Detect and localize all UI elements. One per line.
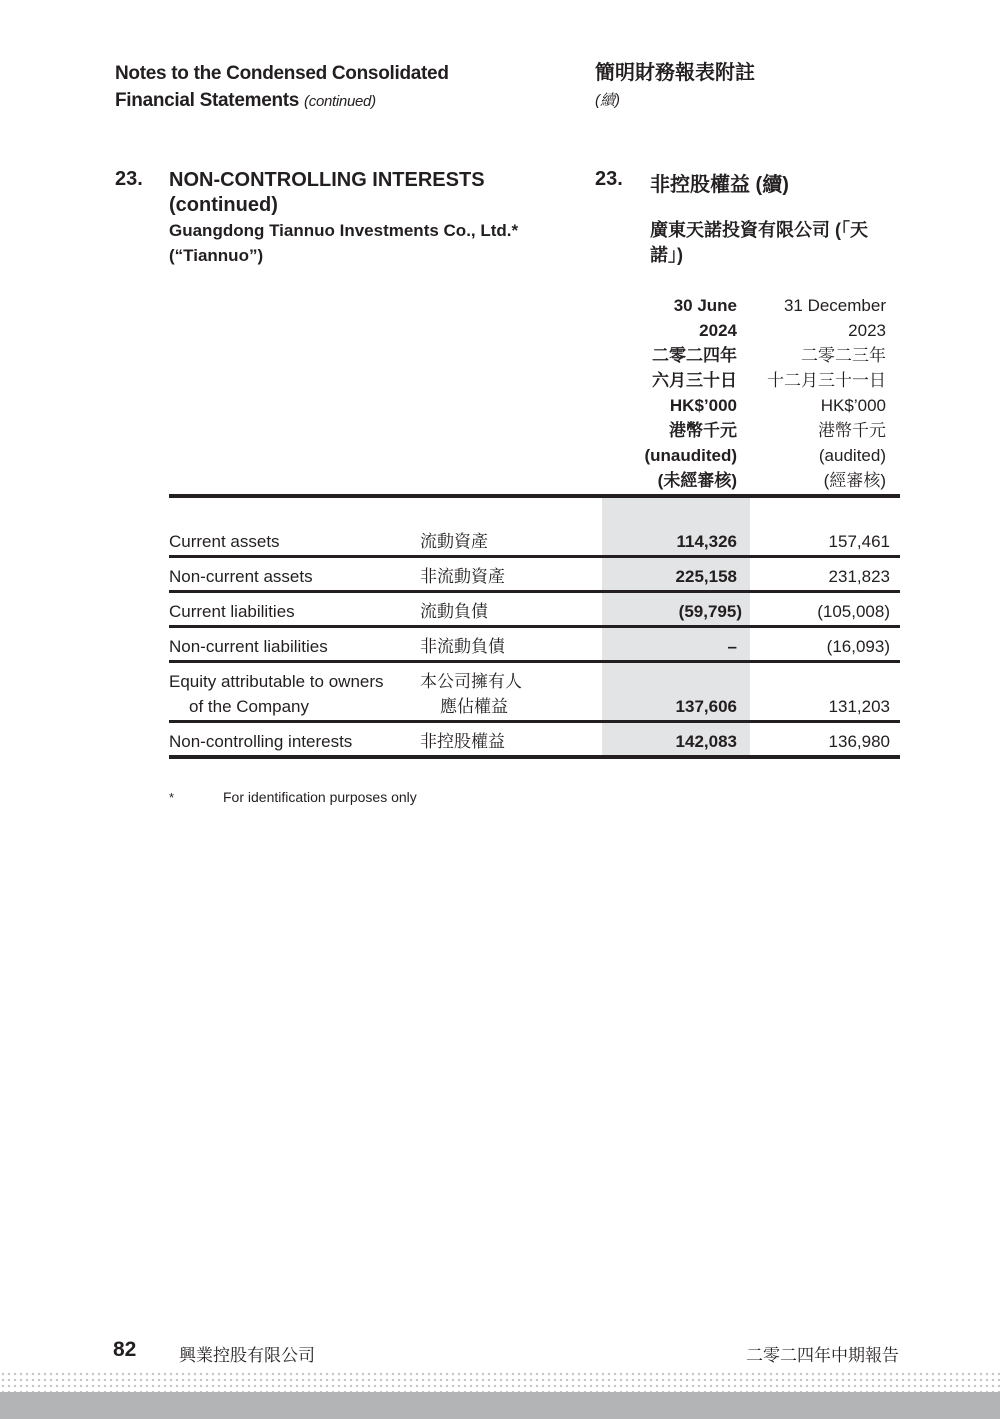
row-divider [169, 720, 900, 723]
table-top-rule [169, 494, 900, 498]
column-header-line: HK$’000 [669, 396, 737, 415]
column-header-line: 港幣千元 [669, 421, 737, 440]
column-header-line: 十二月三十一日 [767, 371, 886, 390]
column-header-2023 [706, 293, 886, 493]
header-en [115, 60, 449, 115]
section-subtitle-zh [650, 218, 900, 268]
section-title-en [169, 168, 579, 218]
section-number-zh: 23. [595, 168, 623, 190]
column-header-line: 30 June [673, 296, 737, 315]
row-value-2024: 137,606 [675, 697, 737, 716]
header-en-line2-text: Financial Statements [115, 90, 300, 111]
row-label-zh: 非流動資產 [420, 567, 505, 586]
section-subtitle-en [169, 218, 589, 268]
row-divider [169, 590, 900, 593]
row-label-zh: 流動資產 [420, 532, 488, 551]
section-subtitle-en-line2: (“Tiannuo”) [169, 246, 264, 265]
row-value-2023: 131,203 [828, 697, 890, 716]
row-label-en: Non-controlling interests [169, 732, 353, 751]
column-header-line: 二零二三年 [801, 346, 886, 365]
row-divider [169, 625, 900, 628]
row-value-2023: (105,008) [817, 602, 890, 621]
row-label-en: Non-current assets [169, 567, 313, 586]
section-number-en: 23. [115, 168, 143, 190]
row-value-2024: (59,795) [678, 602, 742, 621]
row-label-en [169, 669, 384, 719]
row-value-2023: 136,980 [828, 732, 890, 751]
section-subtitle-zh-line1: 廣東天諾投資有限公司 (「天 [650, 220, 868, 240]
footer-dot-pattern [0, 1371, 1000, 1392]
column-header-line: 2024 [699, 321, 737, 340]
row-value-2024: 142,083 [675, 732, 737, 751]
row-label-zh-line2: 應佔權益 [440, 697, 508, 716]
header-en-line1: Notes to the Condensed Consolidated [115, 63, 449, 84]
column-header-line: 31 December [783, 296, 886, 315]
column-header-line: 港幣千元 [818, 421, 886, 440]
header-en-continued: (continued) [304, 93, 376, 110]
footer-band [0, 1392, 1000, 1419]
column-header-line: 二零二四年 [652, 346, 737, 365]
section-title-en-line1: NON-CONTROLLING INTERESTS [169, 169, 485, 191]
column-header-line: 六月三十日 [652, 371, 737, 390]
column-header-line: (經審核) [823, 471, 886, 490]
page-number: 82 [113, 1338, 137, 1361]
row-value-2024: – [727, 637, 737, 656]
column-header-line: HK$’000 [820, 396, 886, 415]
section-title-en-line2: (continued) [169, 194, 278, 216]
row-label-en: Current assets [169, 532, 280, 551]
footnote-text: For identification purposes only [223, 789, 417, 805]
row-label-zh [420, 669, 522, 719]
row-label-en-line2: of the Company [189, 697, 310, 716]
row-label-zh: 非流動負債 [420, 637, 505, 656]
section-subtitle-zh-line2: 諾」) [650, 245, 683, 265]
row-value-2024: 225,158 [675, 567, 737, 586]
row-label-en: Non-current liabilities [169, 637, 328, 656]
row-label-en: Current liabilities [169, 602, 295, 621]
table-bottom-rule [169, 755, 900, 759]
footer-report-title: 二零二四年中期報告 [746, 1346, 899, 1365]
row-label-zh: 非控股權益 [420, 732, 505, 751]
row-value-2023: (16,093) [826, 637, 890, 656]
section-subtitle-en-line1: Guangdong Tiannuo Investments Co., Ltd.* [169, 221, 519, 240]
row-divider [169, 660, 900, 663]
header-zh-continued: (續) [595, 92, 620, 109]
row-label-zh-line1: 本公司擁有人 [420, 672, 522, 691]
header-zh [595, 60, 755, 114]
footer-company-name: 興業控股有限公司 [179, 1346, 315, 1365]
column-header-line: (audited) [818, 446, 886, 465]
row-label-en-line1: Equity attributable to owners [169, 672, 384, 691]
footnote-mark: * [169, 790, 175, 805]
header-en-line2 [115, 87, 449, 115]
section-title-zh: 非控股權益 (續) [650, 174, 789, 196]
row-value-2023: 231,823 [828, 567, 890, 586]
row-value-2024: 114,326 [676, 532, 737, 551]
column-header-line: (unaudited) [644, 446, 737, 465]
column-header-line: (未經審核) [657, 471, 737, 490]
row-value-2023: 157,461 [828, 532, 890, 551]
row-label-zh: 流動負債 [420, 602, 488, 621]
column-header-line: 2023 [848, 321, 886, 340]
row-divider [169, 555, 900, 558]
header-zh-title: 簡明財務報表附註 [595, 62, 755, 84]
